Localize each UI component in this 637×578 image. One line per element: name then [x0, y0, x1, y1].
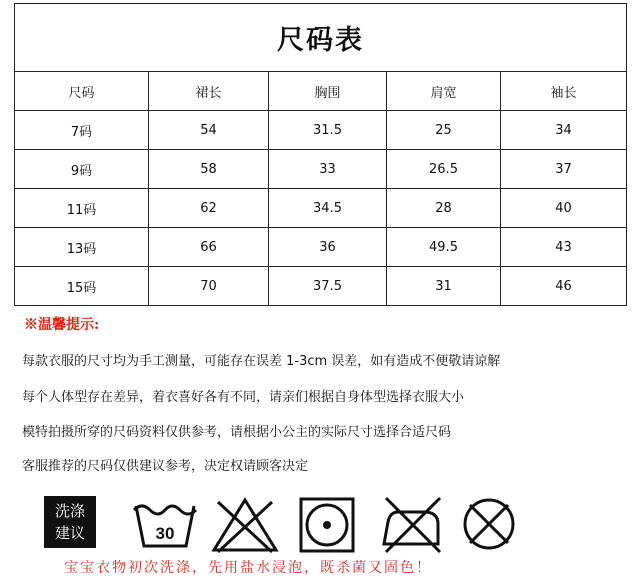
shoulder-cell: 31	[387, 267, 501, 306]
size-cell: 11码	[15, 189, 149, 228]
length-cell: 54	[149, 111, 269, 150]
column-header-sleeve: 袖长	[501, 72, 627, 111]
table-row	[15, 267, 627, 306]
table-row	[15, 111, 627, 150]
bust-cell: 33	[269, 150, 387, 189]
bust-cell: 34.5	[269, 189, 387, 228]
length-cell: 58	[149, 150, 269, 189]
sleeve-cell: 40	[501, 189, 627, 228]
length-cell: 70	[149, 267, 269, 306]
care-label	[44, 496, 96, 548]
care-footer-tip: 宝宝衣物初次洗涤，先用盐水浸泡，既杀菌又固色！	[64, 560, 432, 576]
no-iron-icon	[376, 494, 448, 554]
column-header-size: 尺码	[15, 72, 149, 111]
sleeve-cell: 46	[501, 267, 627, 306]
table-row	[15, 189, 627, 228]
tumble-dry-icon	[296, 494, 360, 554]
no-bleach-icon	[208, 494, 282, 554]
wash-temperature: 30	[155, 524, 175, 543]
table-title: 尺码表	[15, 4, 627, 72]
notice-line: 客服推荐的尺码仅供建议参考，决定权请顾客决定	[22, 459, 309, 474]
notice-line: 每个人体型存在差异，着衣喜好各有不同，请亲们根据自身体型选择衣服大小	[22, 390, 465, 405]
shoulder-cell: 28	[387, 189, 501, 228]
size-cell: 15码	[15, 267, 149, 306]
shoulder-cell: 49.5	[387, 228, 501, 267]
care-label-line: 洗涤	[54, 502, 85, 520]
sleeve-cell: 34	[501, 111, 627, 150]
column-header-bust: 胸围	[269, 72, 387, 111]
size-table	[14, 3, 627, 306]
shoulder-cell: 25	[387, 111, 501, 150]
column-header-shoulder: 肩宽	[387, 72, 501, 111]
care-label-line: 建议	[54, 524, 85, 542]
care-instructions	[40, 492, 620, 554]
bust-cell: 37.5	[269, 267, 387, 306]
notice-title: ※温馨提示:	[24, 317, 100, 333]
bust-cell: 31.5	[269, 111, 387, 150]
length-cell: 66	[149, 228, 269, 267]
table-row	[15, 150, 627, 189]
notice-line: 模特拍摄所穿的尺码资料仅供参考，请根据小公主的实际尺寸选择合适尺码	[22, 425, 452, 440]
sleeve-cell: 37	[501, 150, 627, 189]
bust-cell: 36	[269, 228, 387, 267]
size-cell: 9码	[15, 150, 149, 189]
wash-30-icon	[130, 494, 200, 554]
sleeve-cell: 43	[501, 228, 627, 267]
table-header-row	[15, 72, 627, 111]
size-cell: 13码	[15, 228, 149, 267]
no-dry-clean-icon	[458, 494, 520, 554]
notice-line: 每款衣服的尺寸均为手工测量，可能存在误差 1-3cm 误差，如有造成不便敬请谅解	[22, 354, 501, 369]
size-cell: 7码	[15, 111, 149, 150]
table-row	[15, 228, 627, 267]
shoulder-cell: 26.5	[387, 150, 501, 189]
length-cell: 62	[149, 189, 269, 228]
column-header-length: 裙长	[149, 72, 269, 111]
